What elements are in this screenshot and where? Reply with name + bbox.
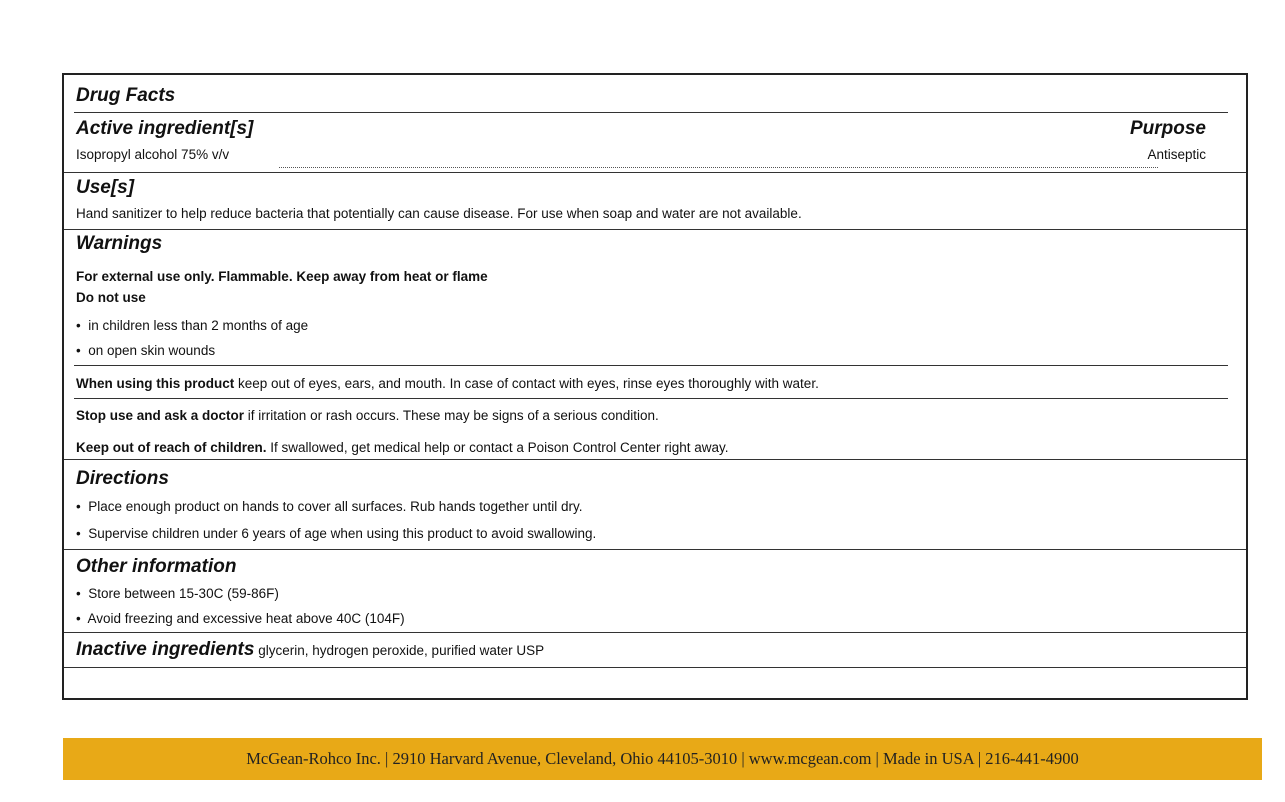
divider <box>64 459 1246 460</box>
active-ingredients-heading: Active ingredient[s] <box>76 118 254 139</box>
keep-out-text: Keep out of reach of children. If swallowed, get medical help or contact a Poison Control Center right away. <box>76 440 729 455</box>
list-item: • Place enough product on hands to cover all surfaces. Rub hands together until dry. <box>76 499 583 514</box>
divider <box>74 398 1228 399</box>
inactive-ingredients-heading: Inactive ingredients <box>76 639 255 660</box>
stop-use-text: Stop use and ask a doctor if irritation or rash occurs. These may be signs of a serious condition. <box>76 408 659 423</box>
divider <box>64 632 1246 633</box>
company-footer-text: McGean-Rohco Inc. | 2910 Harvard Avenue, Cleveland, Ohio 44105-3010 | www.mcgean.com | Made in USA | 216-441-4900 <box>246 749 1079 768</box>
divider <box>64 667 1246 668</box>
inactive-ingredients-text: glycerin, hydrogen peroxide, purified water USP <box>254 643 545 658</box>
divider <box>74 365 1228 366</box>
purpose-value: Antiseptic <box>1147 147 1206 162</box>
list-item: • on open skin wounds <box>76 343 216 358</box>
list-item: • Store between 15-30C (59-86F) <box>76 586 279 601</box>
divider <box>64 172 1246 173</box>
directions-heading: Directions <box>76 468 169 489</box>
divider <box>74 112 1228 113</box>
uses-heading: Use[s] <box>76 177 135 198</box>
list-item: • Avoid freezing and excessive heat above 40C (104F) <box>76 611 405 626</box>
do-not-use-label: Do not use <box>76 290 146 305</box>
warnings-heading: Warnings <box>76 233 163 254</box>
when-using-text: When using this product keep out of eyes, ears, and mouth. In case of contact with eyes, rinse eyes thoroughly with water. <box>76 376 819 391</box>
list-item: • in children less than 2 months of age <box>76 318 309 333</box>
active-ingredient-text: Isopropyl alcohol 75% v/v <box>76 147 230 162</box>
company-footer-bar <box>63 738 1262 780</box>
uses-text: Hand sanitizer to help reduce bacteria that potentially can cause disease. For use when soap and water are not available. <box>76 206 802 221</box>
divider <box>64 549 1246 550</box>
dot-leader <box>279 155 1158 168</box>
purpose-heading: Purpose <box>1129 118 1206 139</box>
external-use-warning: For external use only. Flammable. Keep away from heat or flame <box>76 269 488 284</box>
divider <box>64 229 1246 230</box>
other-info-heading: Other information <box>76 556 237 577</box>
drug-facts-title: Drug Facts <box>76 85 176 106</box>
list-item: • Supervise children under 6 years of age when using this product to avoid swallowing. <box>76 526 597 541</box>
inactive-ingredients <box>76 639 544 662</box>
drug-facts-panel <box>62 73 1248 700</box>
